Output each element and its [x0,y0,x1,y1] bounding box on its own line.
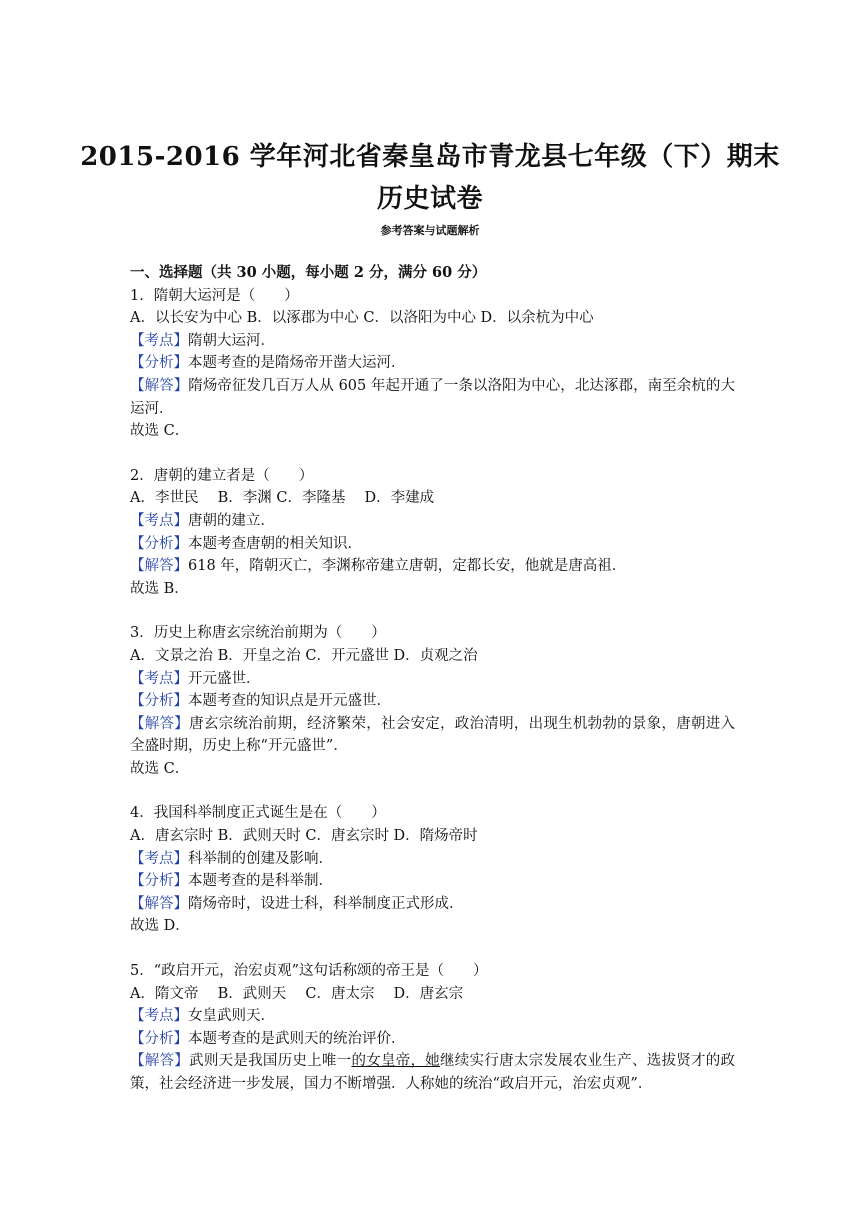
question-4 [130,802,735,938]
kaodian-text: 开元盛世． [188,670,261,687]
jieda-text-start: 武则天是我国历史上唯一 [189,1053,352,1070]
fenxi-label: 【分析】 [130,535,188,552]
jieda-label: 【解答】 [130,377,189,394]
question-stem: 4．我国科举制度正式诞生是在（ ） [130,805,386,822]
question-1 [130,285,735,443]
kaodian-row [130,1005,735,1028]
jieda-row [130,893,735,916]
section-heading: 一、选择题（共 30 小题，每小题 2 分，满分 60 分） [130,264,487,281]
fenxi-row [130,533,735,556]
kaodian-text: 唐朝的建立． [188,512,275,529]
fenxi-row [130,1028,735,1051]
kaodian-label: 【考点】 [130,670,188,687]
fenxi-text: 本题考查唐朝的相关知识． [188,535,362,552]
fenxi-label: 【分析】 [130,355,188,372]
kaodian-row [130,668,735,691]
answer-text: 故选 D． [130,918,190,935]
kaodian-text: 隋朝大运河． [188,332,275,349]
question-stem: 3．历史上称唐玄宗统治前期为（ ） [130,625,386,642]
jieda-row [130,375,735,420]
fenxi-row [130,870,735,893]
question-3 [130,622,735,780]
jieda-label: 【解答】 [130,895,188,912]
doc-title-line2: 历史试卷 [376,184,483,214]
jieda-text: 隋炀帝征发几百万人从 605 年起开通了一条以洛阳为中心，北达涿郡，南至余杭的大运河． [130,377,735,417]
answer-text: 故选 B． [130,580,189,597]
fenxi-row [130,352,735,375]
answer-text: 故选 C． [130,423,190,440]
jieda-row [130,555,735,578]
doc-content [130,262,735,1096]
jieda-text: 唐玄宗统治前期，经济繁荣，社会安定，政治清明，出现生机勃勃的景象，唐朝进入全盛时期，历史上称“开元盛世”． [130,715,736,755]
fenxi-label: 【分析】 [130,873,188,890]
kaodian-text: 女皇武则天． [188,1008,275,1025]
kaodian-label: 【考点】 [130,512,188,529]
doc-subtitle: 参考答案与试题解析 [380,224,480,237]
fenxi-row [130,690,735,713]
jieda-text: 隋炀帝时，设进士科，科举制度正式形成． [188,895,464,912]
jieda-row [130,713,735,758]
kaodian-text: 科举制的创建及影响． [188,850,333,867]
question-options: A．隋文帝 B．武则天 C．唐太宗 D．唐玄宗 [130,985,464,1002]
question-stem: 5．“政启开元，治宏贞观”这句话称颂的帝王是（ ） [130,963,488,980]
jieda-row [130,1050,735,1095]
question-5 [130,960,735,1096]
question-options: A．以长安为中心 B．以涿郡为中心 C．以洛阳为中心 D．以余杭为中心 [130,310,594,327]
question-2 [130,465,735,601]
kaodian-row [130,510,735,533]
fenxi-text: 本题考查的是隋炀帝开凿大运河． [188,355,406,372]
kaodian-label: 【考点】 [130,850,188,867]
fenxi-label: 【分析】 [130,693,188,710]
question-options: A．唐玄宗时 B．武则天时 C．唐玄宗时 D．隋炀帝时 [130,828,478,845]
fenxi-label: 【分析】 [130,1030,188,1047]
fenxi-text: 本题考查的是武则天的统治评价． [188,1030,406,1047]
jieda-text-underlined: 的女皇帝，她 [351,1053,441,1070]
kaodian-label: 【考点】 [130,332,188,349]
doc-title-line1: 2015-2016 学年河北省秦皇岛市青龙县七年级（下）期末 [80,142,780,172]
jieda-label: 【解答】 [130,715,190,732]
question-stem: 1．隋朝大运河是（ ） [130,287,299,304]
fenxi-text: 本题考查的知识点是开元盛世． [188,693,391,710]
jieda-text-end: 继续实行唐太宗发展农业生产、选拔贤才的政策，社会经济进一步发展，国力不断增强．人称她的统治“政启开元，治宏贞观”． [130,1053,736,1092]
question-options: A．李世民 B．李渊 C．李隆基 D．李建成 [130,490,435,507]
kaodian-row [130,330,735,353]
question-options: A．文景之治 B．开皇之治 C．开元盛世 D．贞观之治 [130,647,478,664]
kaodian-row [130,848,735,871]
jieda-label: 【解答】 [130,1053,190,1070]
jieda-text: 618 年，隋朝灭亡，李渊称帝建立唐朝，定都长安，他就是唐高祖． [188,558,627,575]
fenxi-text: 本题考查的是科举制． [188,873,333,890]
jieda-label: 【解答】 [130,558,188,575]
question-stem: 2．唐朝的建立者是（ ） [130,467,314,484]
kaodian-label: 【考点】 [130,1008,188,1025]
answer-text: 故选 C． [130,760,190,777]
